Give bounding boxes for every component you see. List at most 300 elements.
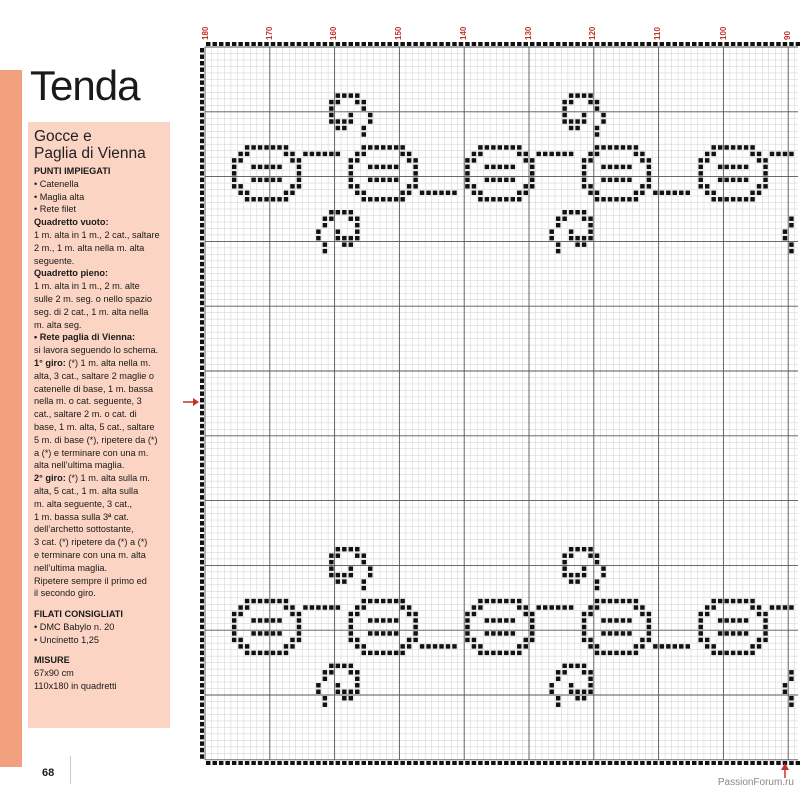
filled-square [582, 625, 586, 629]
filled-square [245, 599, 249, 603]
list-item: • Catenella [34, 178, 79, 189]
filled-square [679, 191, 683, 195]
border-square [200, 657, 204, 661]
filled-square [601, 197, 605, 201]
page-number: 68 [42, 767, 55, 779]
filled-square [277, 197, 281, 201]
border-square [705, 761, 709, 765]
filled-square [763, 184, 767, 188]
filled-square [355, 644, 359, 648]
filled-square [556, 242, 560, 246]
filled-square [718, 145, 722, 149]
border-square [485, 42, 489, 46]
filled-square [284, 145, 288, 149]
filled-square [362, 553, 366, 557]
filled-square [582, 216, 586, 220]
filled-square [783, 683, 787, 687]
border-square [200, 145, 204, 149]
border-square [200, 275, 204, 279]
border-square [718, 761, 722, 765]
border-square [387, 42, 391, 46]
filled-square [323, 223, 327, 227]
filled-square [498, 599, 502, 603]
text-line: sulle 2 m. seg. o nello spazio [34, 293, 152, 304]
filled-square [355, 605, 359, 609]
list-item: • Maglia alta [34, 191, 85, 202]
filled-square [562, 152, 566, 156]
border-square [271, 42, 275, 46]
filled-square [349, 216, 353, 220]
border-square [251, 761, 255, 765]
filled-square [355, 191, 359, 195]
filled-square [284, 191, 288, 195]
border-square [433, 42, 437, 46]
filled-square [284, 599, 288, 603]
border-square [200, 404, 204, 408]
border-square [200, 722, 204, 726]
filled-square [400, 197, 404, 201]
filled-square [413, 158, 417, 162]
filled-square [614, 178, 618, 182]
border-square [472, 761, 476, 765]
filled-square [582, 113, 586, 117]
filled-square [562, 100, 566, 104]
filled-square [394, 631, 398, 635]
filled-square [336, 690, 340, 694]
filled-square [355, 638, 359, 642]
border-square [336, 761, 340, 765]
filled-square [627, 599, 631, 603]
filled-square [634, 145, 638, 149]
filled-square [511, 197, 515, 201]
text-line: a (*) e terminare con una m. [34, 447, 149, 458]
text-line: nell’ultima maglia. [34, 562, 108, 573]
filled-square [783, 690, 787, 694]
border-square [355, 42, 359, 46]
filled-square [614, 631, 618, 635]
filled-square [349, 210, 353, 214]
list-item: • Uncinetto 1,25 [34, 634, 100, 645]
filled-square [647, 638, 651, 642]
filled-square [485, 618, 489, 622]
filled-square [640, 612, 644, 616]
filled-square [640, 644, 644, 648]
filled-square [284, 651, 288, 655]
border-square [200, 197, 204, 201]
filled-square [245, 197, 249, 201]
border-square [763, 42, 767, 46]
filled-square [232, 158, 236, 162]
border-square [200, 631, 204, 635]
filled-square [575, 547, 579, 551]
filled-square [329, 566, 333, 570]
filled-square [666, 644, 670, 648]
border-square [647, 761, 651, 765]
border-square [200, 456, 204, 460]
filled-square [582, 178, 586, 182]
border-square [491, 761, 495, 765]
filled-square [757, 605, 761, 609]
border-square [504, 761, 508, 765]
filled-square [381, 165, 385, 169]
column-marker-arrow [781, 763, 789, 778]
filled-square [355, 612, 359, 616]
filled-square [251, 165, 255, 169]
border-square [200, 74, 204, 78]
filled-square [789, 696, 793, 700]
filled-square [439, 191, 443, 195]
border-square [634, 761, 638, 765]
filled-square [673, 191, 677, 195]
filled-square [342, 236, 346, 240]
border-square [206, 761, 210, 765]
filled-square [362, 605, 366, 609]
filled-square [355, 683, 359, 687]
filled-square [465, 638, 469, 642]
filled-square [323, 242, 327, 246]
border-square [621, 761, 625, 765]
filled-square [271, 178, 275, 182]
filled-square [297, 184, 301, 188]
border-square [316, 42, 320, 46]
filled-square [485, 197, 489, 201]
border-square [200, 702, 204, 706]
filled-square [744, 178, 748, 182]
filled-square [290, 184, 294, 188]
border-square [290, 42, 294, 46]
filled-square [711, 191, 715, 195]
border-square [653, 761, 657, 765]
border-square [200, 333, 204, 337]
filled-square [316, 683, 320, 687]
filled-square [368, 566, 372, 570]
filled-square [251, 631, 255, 635]
chart-filled-squares [232, 93, 794, 707]
filled-square [271, 618, 275, 622]
filled-square [374, 197, 378, 201]
filled-square [562, 119, 566, 123]
border-square [498, 761, 502, 765]
filled-square [491, 599, 495, 603]
filled-square [705, 191, 709, 195]
border-square [200, 229, 204, 233]
filled-square [498, 651, 502, 655]
filled-square [562, 553, 566, 557]
filled-square [582, 670, 586, 674]
filled-square [485, 178, 489, 182]
filled-square [647, 184, 651, 188]
filled-square [543, 152, 547, 156]
border-square [426, 42, 430, 46]
filled-square [601, 651, 605, 655]
filled-square [258, 145, 262, 149]
filled-square [647, 158, 651, 162]
filled-square [763, 612, 767, 616]
filled-square [478, 145, 482, 149]
filled-square [381, 618, 385, 622]
filled-square [277, 145, 281, 149]
filled-square [478, 599, 482, 603]
filled-square [504, 145, 508, 149]
filled-square [394, 618, 398, 622]
ruler-label: 110 [653, 27, 662, 40]
filled-square [498, 178, 502, 182]
filled-square [634, 605, 638, 609]
border-square [200, 618, 204, 622]
filled-square [485, 599, 489, 603]
filled-square [232, 165, 236, 169]
border-square [200, 502, 204, 506]
filled-square [569, 683, 573, 687]
border-square [264, 42, 268, 46]
filled-square [582, 618, 586, 622]
filled-square [349, 119, 353, 123]
filled-square [316, 605, 320, 609]
filled-square [349, 171, 353, 175]
filled-square [543, 605, 547, 609]
border-square [400, 42, 404, 46]
ruler-label: 140 [459, 26, 468, 40]
border-square [757, 761, 761, 765]
filled-square [517, 605, 521, 609]
border-square [200, 482, 204, 486]
filled-square [737, 631, 741, 635]
section-heading-pieno: Quadretto pieno: [34, 268, 109, 279]
filled-square [608, 165, 612, 169]
filled-square [569, 664, 573, 668]
filled-square [588, 612, 592, 616]
filled-square [608, 145, 612, 149]
border-square [698, 42, 702, 46]
filled-square [705, 152, 709, 156]
filled-square [705, 612, 709, 616]
filled-square [323, 677, 327, 681]
border-square [673, 42, 677, 46]
filled-square [511, 651, 515, 655]
filled-square [562, 210, 566, 214]
border-square [245, 42, 249, 46]
filled-square [601, 119, 605, 123]
border-square [200, 528, 204, 532]
filled-square [504, 631, 508, 635]
border-square [718, 42, 722, 46]
text-line: (*) 1 m. alta nella m. [65, 357, 151, 368]
filled-square [316, 236, 320, 240]
border-square [776, 42, 780, 46]
border-square [426, 761, 430, 765]
text-line: catenelle di base, 1 m. bassa [34, 383, 153, 394]
filled-square [232, 612, 236, 616]
filled-square [562, 670, 566, 674]
border-square [200, 437, 204, 441]
filled-square [614, 165, 618, 169]
filled-square [394, 165, 398, 169]
border-square [485, 761, 489, 765]
filled-square [562, 216, 566, 220]
filled-square [647, 171, 651, 175]
border-square [200, 301, 204, 305]
border-square [200, 152, 204, 156]
border-square [200, 346, 204, 350]
filled-square [783, 605, 787, 609]
filled-square [271, 145, 275, 149]
border-square [543, 761, 547, 765]
text-line: si lavora seguendo lo schema. [34, 345, 159, 356]
filled-square [472, 152, 476, 156]
border-square [692, 42, 696, 46]
filled-square [329, 113, 333, 117]
filled-square [336, 573, 340, 577]
filled-square [400, 651, 404, 655]
filled-square [750, 152, 754, 156]
filled-square [323, 249, 327, 253]
filled-square [582, 631, 586, 635]
border-square [517, 761, 521, 765]
filled-square [264, 618, 268, 622]
filled-square [588, 677, 592, 681]
filled-square [277, 618, 281, 622]
filled-square [316, 229, 320, 233]
filled-square [491, 165, 495, 169]
border-square [238, 761, 242, 765]
filled-square [452, 191, 456, 195]
filled-square [336, 553, 340, 557]
filled-square [789, 249, 793, 253]
filled-square [614, 145, 618, 149]
filled-square [368, 618, 372, 622]
filled-square [530, 178, 534, 182]
border-square [200, 113, 204, 117]
filled-square [290, 612, 294, 616]
filled-square [368, 197, 372, 201]
text-line: 1 m. alta in 1 m., 2 cat., saltare [34, 229, 160, 240]
filled-square [575, 236, 579, 240]
border-square [200, 566, 204, 570]
filled-square [362, 126, 366, 130]
border-square [511, 761, 515, 765]
filled-square [413, 631, 417, 635]
section-heading-filati: FILATI CONSIGLIATI [34, 609, 123, 620]
filled-square [264, 178, 268, 182]
filled-square [569, 152, 573, 156]
filled-square [731, 631, 735, 635]
filled-square [446, 644, 450, 648]
filled-square [271, 631, 275, 635]
filled-square [588, 547, 592, 551]
filled-square [549, 236, 553, 240]
filled-square [258, 631, 262, 635]
text-line: 1 m. bassa sulla 3ª cat. [34, 511, 129, 522]
filled-square [251, 651, 255, 655]
border-square [323, 42, 327, 46]
filled-square [362, 145, 366, 149]
filled-square [374, 145, 378, 149]
filled-square [660, 191, 664, 195]
filled-square [763, 618, 767, 622]
filled-square [575, 126, 579, 130]
filled-square [310, 605, 314, 609]
filled-square [647, 625, 651, 629]
filled-square [485, 145, 489, 149]
border-square [200, 281, 204, 285]
ruler-label: 180 [201, 26, 210, 40]
filled-square [355, 93, 359, 97]
filled-square [368, 651, 372, 655]
text-line: nella m. o cat. seguente, 3 [34, 396, 142, 407]
filled-square [569, 553, 573, 557]
filled-square [394, 197, 398, 201]
filled-square [673, 644, 677, 648]
filled-square [556, 216, 560, 220]
filled-square [731, 651, 735, 655]
filled-square [504, 197, 508, 201]
filled-square [271, 599, 275, 603]
filled-square [763, 178, 767, 182]
filled-square [744, 618, 748, 622]
border-square [277, 761, 281, 765]
filled-square [757, 184, 761, 188]
filled-square [284, 605, 288, 609]
filled-square [627, 145, 631, 149]
filled-square [362, 644, 366, 648]
filled-square [277, 651, 281, 655]
filled-square [569, 236, 573, 240]
border-square [420, 761, 424, 765]
filled-square [362, 579, 366, 583]
filled-square [290, 605, 294, 609]
filled-square [588, 93, 592, 97]
border-square [200, 87, 204, 91]
filled-square [724, 165, 728, 169]
filled-square [349, 158, 353, 162]
filled-square [524, 638, 528, 642]
filled-square [731, 599, 735, 603]
border-square [666, 761, 670, 765]
border-square [219, 42, 223, 46]
border-square [342, 42, 346, 46]
filled-square [426, 644, 430, 648]
border-square [750, 761, 754, 765]
filled-square [504, 618, 508, 622]
filled-square [783, 152, 787, 156]
border-square [200, 288, 204, 292]
filled-square [556, 696, 560, 700]
filled-square [258, 197, 262, 201]
filled-square [750, 599, 754, 603]
border-square [394, 761, 398, 765]
filled-square [789, 216, 793, 220]
filled-square [251, 618, 255, 622]
filled-square [789, 605, 793, 609]
border-square [277, 42, 281, 46]
filled-square [303, 152, 307, 156]
filled-square [621, 145, 625, 149]
filled-square [362, 106, 366, 110]
border-square [588, 42, 592, 46]
filled-square [705, 638, 709, 642]
filled-square [381, 197, 385, 201]
border-square [212, 761, 216, 765]
border-square [439, 761, 443, 765]
filled-square [362, 651, 366, 655]
filled-square [374, 165, 378, 169]
filled-square [342, 547, 346, 551]
filled-square [394, 145, 398, 149]
border-square [200, 586, 204, 590]
border-square [200, 171, 204, 175]
filled-square [258, 599, 262, 603]
border-square [770, 42, 774, 46]
